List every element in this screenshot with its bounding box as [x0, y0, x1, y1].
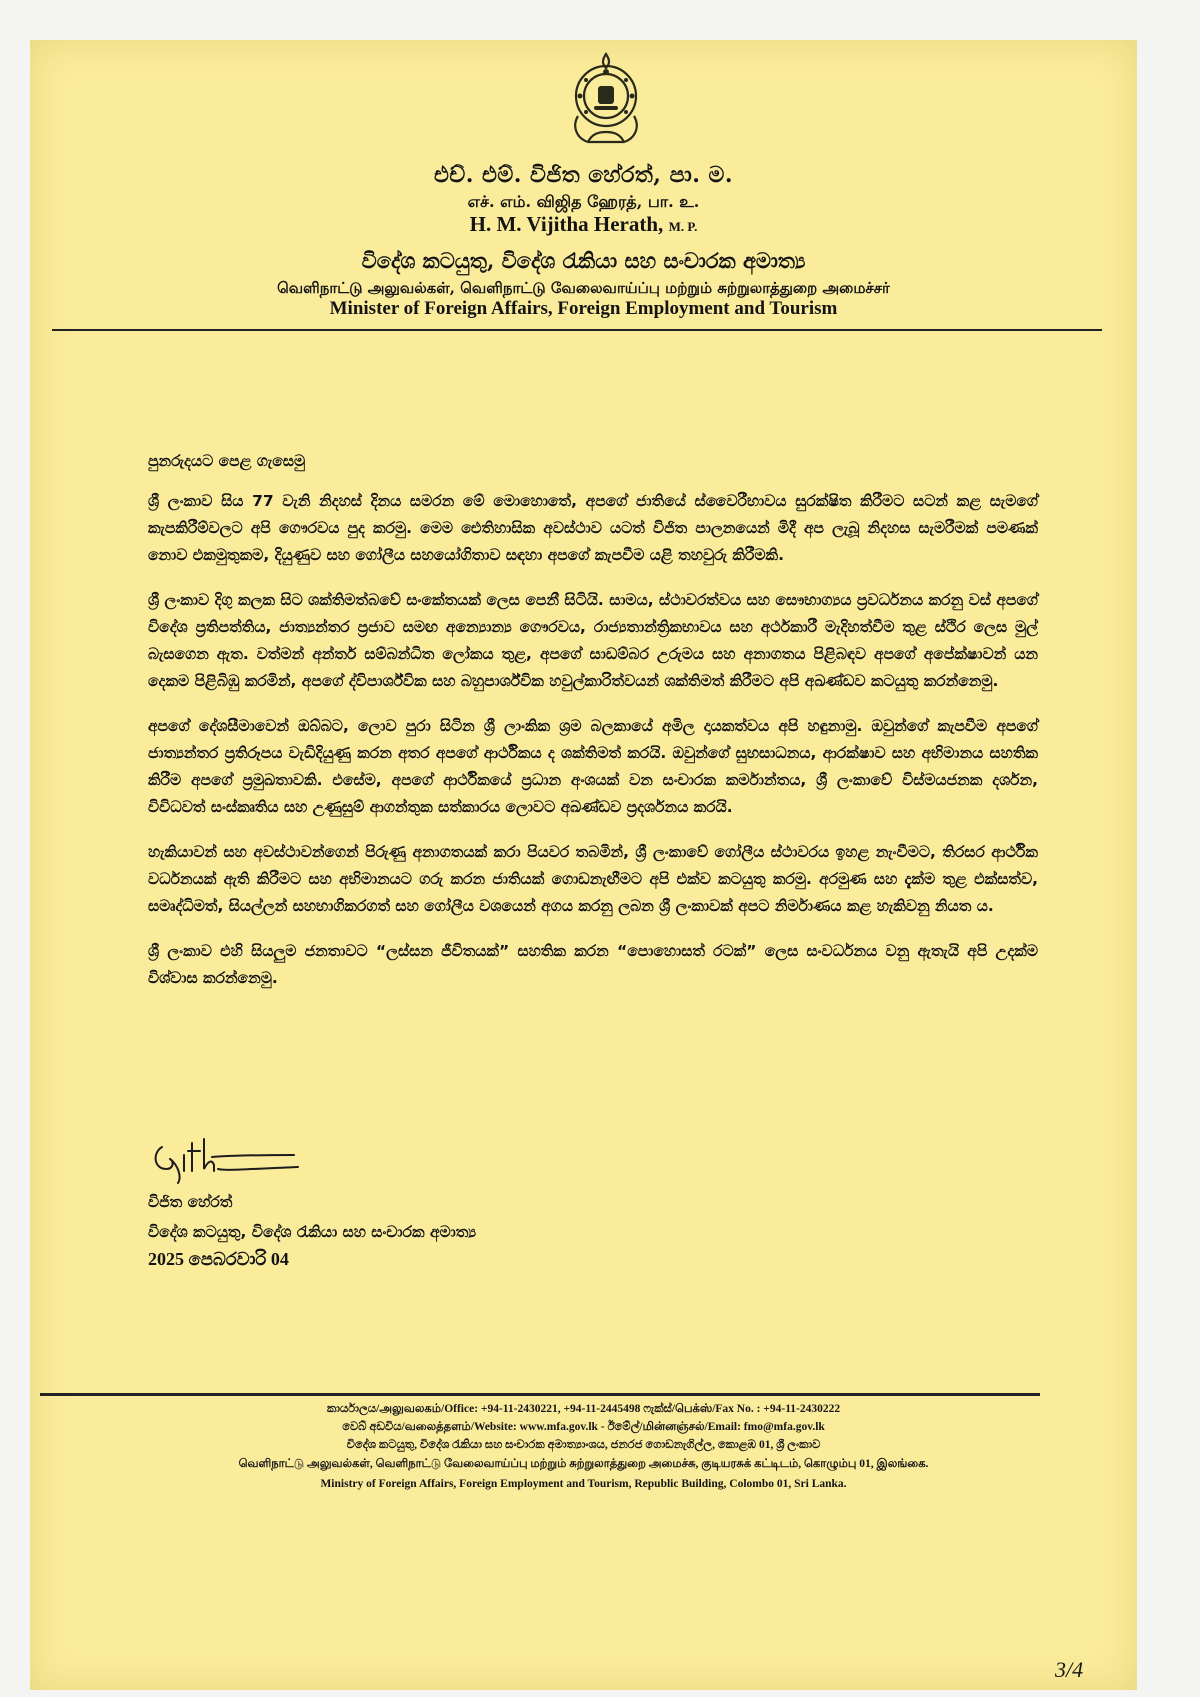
- footer-divider: [40, 1393, 1040, 1396]
- signatory-name: විජිත හේරත්: [148, 1193, 233, 1211]
- footer-contact-phone: කාර්යාලය/அலுவலகம்/Office: +94-11-2430221, +94-11-2445498 ෆැක්ස්/பெக்ஸ்/Fax No. : +94-11-2430222: [326, 1403, 841, 1415]
- header-name-sinhala: එච්. එම්. විජිත හේරත්, පා. ම.: [434, 162, 733, 188]
- signatory-title: විදේශ කටයුතු, විදේශ රැකියා සහ සංචාරක අමාත්‍ය: [148, 1223, 477, 1241]
- letter-greeting: පුනරුදයට පෙළ ගැසෙමු: [148, 452, 306, 470]
- header-divider: [52, 329, 1102, 331]
- sri-lanka-emblem-icon: [558, 46, 654, 150]
- letter-page: [30, 40, 1137, 1690]
- header-title-tamil: வெளிநாட்டு அலுவல்கள், வெளிநாட்டு வேலைவாய்ப்பு மற்றும் சுற்றுலாத்துறை அமைச்சர்: [277, 279, 890, 297]
- footer-address-english: Ministry of Foreign Affairs, Foreign Employment and Tourism, Republic Building, Colombo 01, Sri Lanka.: [320, 1478, 847, 1490]
- header-name-english-suffix: M. P.: [668, 219, 698, 234]
- letter-paragraph-5: ශ්‍රී ලංකාව එහි සියලුම ජනතාවට “ලස්සන ජීවිතයක්” සහතික කරන “පොහොසත් රටක්” ලෙස සංවර්ධනය වනු ඇතැයි අපි උදක්ම විශ්වාස කරන්නෙමු.: [148, 942, 1038, 987]
- footer-address-tamil: வெளிநாட்டு அலுவல்கள், வெளிநாட்டு வேலைவாய்ப்பு மற்றும் சுற்றுலாத்துறை அமைச்சு, குடியரசுக் கட்டிடம், கொழும்பு 01, இலங்கை.: [238, 1458, 929, 1470]
- handwritten-signature-icon: [148, 1125, 308, 1187]
- signature-block: [148, 1125, 508, 1305]
- letter-body: [148, 448, 1038, 1010]
- header-name-english: [30, 212, 1137, 237]
- letter-paragraph-3: අපගේ දේශසීමාවෙන් ඔබ්බට, ලොව පුරා සිටින ශ්‍රී ලාංකික ශ්‍රම බලකායේ අමිල දායකත්වය අපි හඳුනාමු. ඔවුන්ගේ කැපවීම අපගේ ජාත්‍යන්තර ප්‍රතිරූපය වැඩිදියුණු කරන අතර අපගේ ආර්ථිකය ද ශක්තිමත් කරයි. ඔවුන්ගේ සුභසාධනය, ආරක්ෂාව සහ අභිමානය සහතික කිරීම අපගේ ප්‍රමුඛතාවකි. එසේම, අපගේ ආර්ථිකයේ ප්‍රධාන අංශයක් වන සංචාරක කර්මාන්තය, ශ්‍රී ලංකාවේ විස්මයජනක දර්ශන, විවිධවත් සංස්කෘතිය සහ උණුසුම් ආගන්තුක සත්කාරය ලොවට අඛණ්ඩව ප්‍රදර්ශනය කරයි.: [148, 717, 1038, 816]
- header-title-english: Minister of Foreign Affairs, Foreign Employment and Tourism: [329, 298, 838, 319]
- header-title-sinhala: විදේශ කටයුතු, විදේශ රැකියා සහ සංචාරක අමාත්‍ය: [361, 248, 806, 273]
- header-name-english-text: H. M. Vijitha Herath,: [469, 212, 664, 236]
- letter-paragraph-1: ශ්‍රී ලංකාව සිය 77 වැනි නිදහස් දිනය සමරන මේ මොහොතේ, අපගේ ජාතියේ ස්වෛරීභාවය සුරක්ෂිත කිරීමට සටන් කළ සැමගේ කැපකිරීම්වලට අපි ගෞරවය පුද කරමු. මෙම ඓතිහාසික අවස්ථාව යටත් විජිත පාලනයෙන් මිදී අප ලැබූ නිදහස සැමරීමක් පමණක් නොව එකමුතුකම, දියුණුව සහ ගෝලීය සහයෝගිතාව සඳහා අපගේ කැපවීම යළි තහවුරු කිරීමකි.: [148, 492, 1038, 564]
- letter-paragraph-4: හැකියාවන් සහ අවස්ථාවන්ගෙන් පිරුණු අනාගතයක් කරා පියවර තබමින්, ශ්‍රී ලංකාවේ ගෝලීය ස්ථාවරය ඉහළ නැංවීමට, තිරසර ආර්ථික වර්ධනයක් ඇති කිරීමට සහ අභිමානයට ගරු කරන ජාතියක් ගොඩනැඟීමට අපි එක්ව කටයුතු කරමු. අරමුණ සහ දැක්ම තුළ එක්සත්ව, සමෘද්ධිමත්, සියල්ලන් සහභාගිකරගත් සහ ගෝලීය වශයෙන් අගය කරනු ලබන ශ්‍රී ලංකාවක් අපට නිර්මාණය කළ හැකිවනු නියත ය.: [148, 843, 1038, 915]
- letter-paragraph-2: ශ්‍රී ලංකාව දිගු කලක සිට ශක්තිමත්බවේ සංකේතයක් ලෙස පෙනී සිටියි. සාමය, ස්ථාවරත්වය සහ සෞභාග්‍යය ප්‍රවර්ධනය කරනු වස් අපගේ විදේශ ප්‍රතිපත්තිය, ජාත්‍යන්තර ප්‍රජාව සමඟ අන්‍යොන්‍ය ගෞරවය, රාජ්‍යතාන්ත්‍රිකභාවය සහ අර්ථකාරී මැදිහත්වීම තුළ ස්ථිර ලෙස මුල් බැසගෙන ඇත. වත්මන් අන්තර් සම්බන්ධිත ලෝකය තුළ, අපගේ සාඩම්බර උරුමය සහ අනාගතය පිළිබඳව අපගේ අපේක්ෂාවන් යන දෙකම පිළිබිඹු කරමින්, අපගේ ද්විපාර්ශ්වික සහ බහුපාර්ශ්වික හවුල්කාරිත්වයන් ශක්තිමත් කිරීමට අපි අඛණ්ඩව කටයුතු කරන්නෙමු.: [148, 591, 1038, 690]
- page-number-mark: 3/4: [1055, 1657, 1084, 1682]
- letter-date: 2025 පෙබරවාරි 04: [148, 1249, 289, 1269]
- footer-address-sinhala: විදේශ කටයුතු, විදේශ රැකියා සහ සංචාරක අමාත්‍යාංශය, ජනරජ ගොඩනැගිල්ල, කොළඹ 01, ශ්‍රී ලංකාව: [346, 1439, 821, 1451]
- header-name-tamil: எச். எம். விஜித ஹேரத், பா. உ.: [467, 192, 700, 211]
- footer-contact-web: වෙබ් අඩවිය/வலைத்தளம்/Website: www.mfa.gov.lk - ඊමේල්/மின்னஞ்சல்/Email: fmo@mfa.gov.lk: [342, 1421, 825, 1433]
